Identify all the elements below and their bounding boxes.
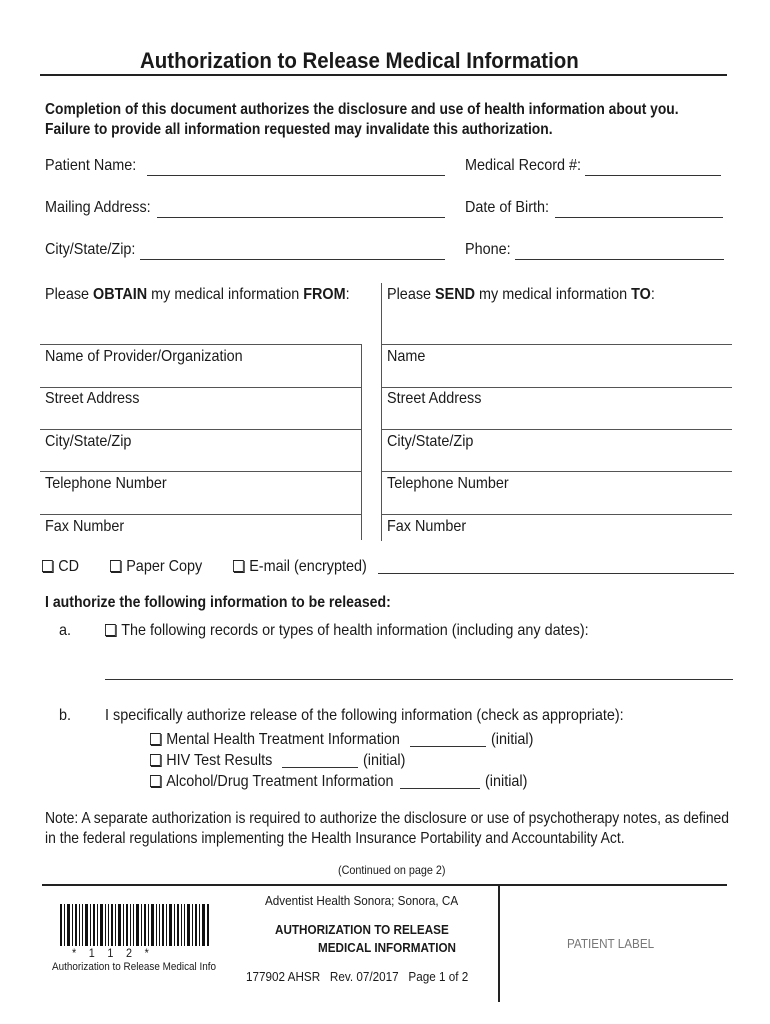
- item-b-letter: b.: [59, 707, 72, 724]
- send-heading: Please SEND my medical information TO:: [387, 286, 655, 303]
- send-street-field[interactable]: Street Address: [387, 390, 482, 407]
- footer-rule: [42, 884, 727, 886]
- mental-health-initial-field[interactable]: [410, 746, 486, 747]
- obtain-row-line: [40, 387, 361, 388]
- paper-copy-checkbox[interactable]: Paper Copy: [110, 558, 202, 576]
- alcohol-drug-initial-label: (initial): [485, 773, 528, 790]
- barcode: [60, 904, 210, 946]
- obtain-provider-field[interactable]: Name of Provider/Organization: [45, 348, 243, 365]
- send-name-field[interactable]: Name: [387, 348, 426, 365]
- column-divider: [381, 283, 382, 541]
- send-row-line: [381, 387, 732, 388]
- date-of-birth-field[interactable]: [555, 217, 723, 218]
- mental-health-checkbox[interactable]: Mental Health Treatment Information: [150, 731, 400, 749]
- send-row-line: [381, 429, 732, 430]
- medical-record-label: Medical Record #:: [465, 157, 582, 174]
- intro-line-2: Failure to provide all information requested may invalidate this authorization.: [45, 121, 553, 138]
- mailing-address-label: Mailing Address:: [45, 199, 151, 216]
- email-checkbox[interactable]: E-mail (encrypted): [233, 558, 367, 576]
- checkbox-icon: [105, 624, 116, 636]
- authorize-heading: I authorize the following information to be released:: [45, 594, 391, 611]
- phone-field[interactable]: [515, 259, 724, 260]
- records-field[interactable]: [105, 679, 733, 680]
- patient-name-field[interactable]: [147, 175, 445, 176]
- mailing-address-field[interactable]: [157, 217, 445, 218]
- obtain-heading: Please OBTAIN my medical information FROM:: [45, 286, 350, 303]
- obtain-row-line: [40, 471, 361, 472]
- patient-label-area: PATIENT LABEL: [567, 936, 655, 951]
- city-state-zip-label: City/State/Zip:: [45, 241, 136, 258]
- page-title: Authorization to Release Medical Information: [140, 48, 579, 73]
- footer-divider: [498, 884, 500, 1002]
- obtain-row-line: [40, 344, 361, 345]
- patient-name-label: Patient Name:: [45, 157, 137, 174]
- send-fax-field[interactable]: Fax Number: [387, 518, 467, 535]
- intro-line-1: Completion of this document authorizes the disclosure and use of health information about you.: [45, 101, 679, 118]
- checkbox-icon: [42, 560, 53, 572]
- note-line-1: Note: A separate authorization is required to authorize the disclosure or use of psychotherapy notes, as defined: [45, 810, 730, 827]
- title-rule: [40, 74, 727, 76]
- form-title-line-1: AUTHORIZATION TO RELEASE: [275, 922, 449, 937]
- send-row-line: [381, 471, 732, 472]
- hiv-test-initial-field[interactable]: [282, 767, 358, 768]
- barcode-caption: Authorization to Release Medical Info: [52, 961, 216, 973]
- send-row-line: [381, 344, 732, 345]
- medical-record-field[interactable]: [585, 175, 721, 176]
- obtain-city-field[interactable]: City/State/Zip: [45, 433, 132, 450]
- note-line-2: in the federal regulations implementing the Health Insurance Portability and Accountability Act.: [45, 830, 625, 847]
- send-row-line: [381, 514, 732, 515]
- continued-note: (Continued on page 2): [338, 863, 446, 877]
- email-field[interactable]: [378, 573, 734, 574]
- city-state-zip-field[interactable]: [140, 259, 445, 260]
- item-b-text: I specifically authorize release of the following information (check as appropriate):: [105, 707, 624, 724]
- form-code: 177902 AHSR Rev. 07/2017 Page 1 of 2: [246, 969, 469, 984]
- form-title-line-2: MEDICAL INFORMATION: [318, 940, 457, 955]
- checkbox-icon: [150, 775, 161, 787]
- checkbox-icon: [150, 733, 161, 745]
- facility-name: Adventist Health Sonora; Sonora, CA: [265, 893, 459, 908]
- obtain-row-line: [40, 514, 361, 515]
- date-of-birth-label: Date of Birth:: [465, 199, 550, 216]
- mental-health-initial-label: (initial): [491, 731, 534, 748]
- checkbox-icon: [110, 560, 121, 572]
- hiv-test-checkbox[interactable]: HIV Test Results: [150, 752, 272, 770]
- hiv-test-initial-label: (initial): [363, 752, 406, 769]
- send-telephone-field[interactable]: Telephone Number: [387, 475, 509, 492]
- barcode-number: * 1 1 2 *: [72, 946, 150, 960]
- obtain-right-edge: [361, 344, 362, 540]
- checkbox-icon: [233, 560, 244, 572]
- cd-checkbox[interactable]: CD: [42, 558, 79, 576]
- checkbox-icon: [150, 754, 161, 766]
- obtain-fax-field[interactable]: Fax Number: [45, 518, 125, 535]
- alcohol-drug-checkbox[interactable]: Alcohol/Drug Treatment Information: [150, 773, 394, 791]
- phone-label: Phone:: [465, 241, 511, 258]
- send-city-field[interactable]: City/State/Zip: [387, 433, 474, 450]
- obtain-telephone-field[interactable]: Telephone Number: [45, 475, 167, 492]
- item-a-letter: a.: [59, 622, 72, 639]
- obtain-street-field[interactable]: Street Address: [45, 390, 140, 407]
- item-a-checkbox[interactable]: The following records or types of health information (including any dates):: [105, 622, 589, 640]
- alcohol-drug-initial-field[interactable]: [400, 788, 480, 789]
- obtain-row-line: [40, 429, 361, 430]
